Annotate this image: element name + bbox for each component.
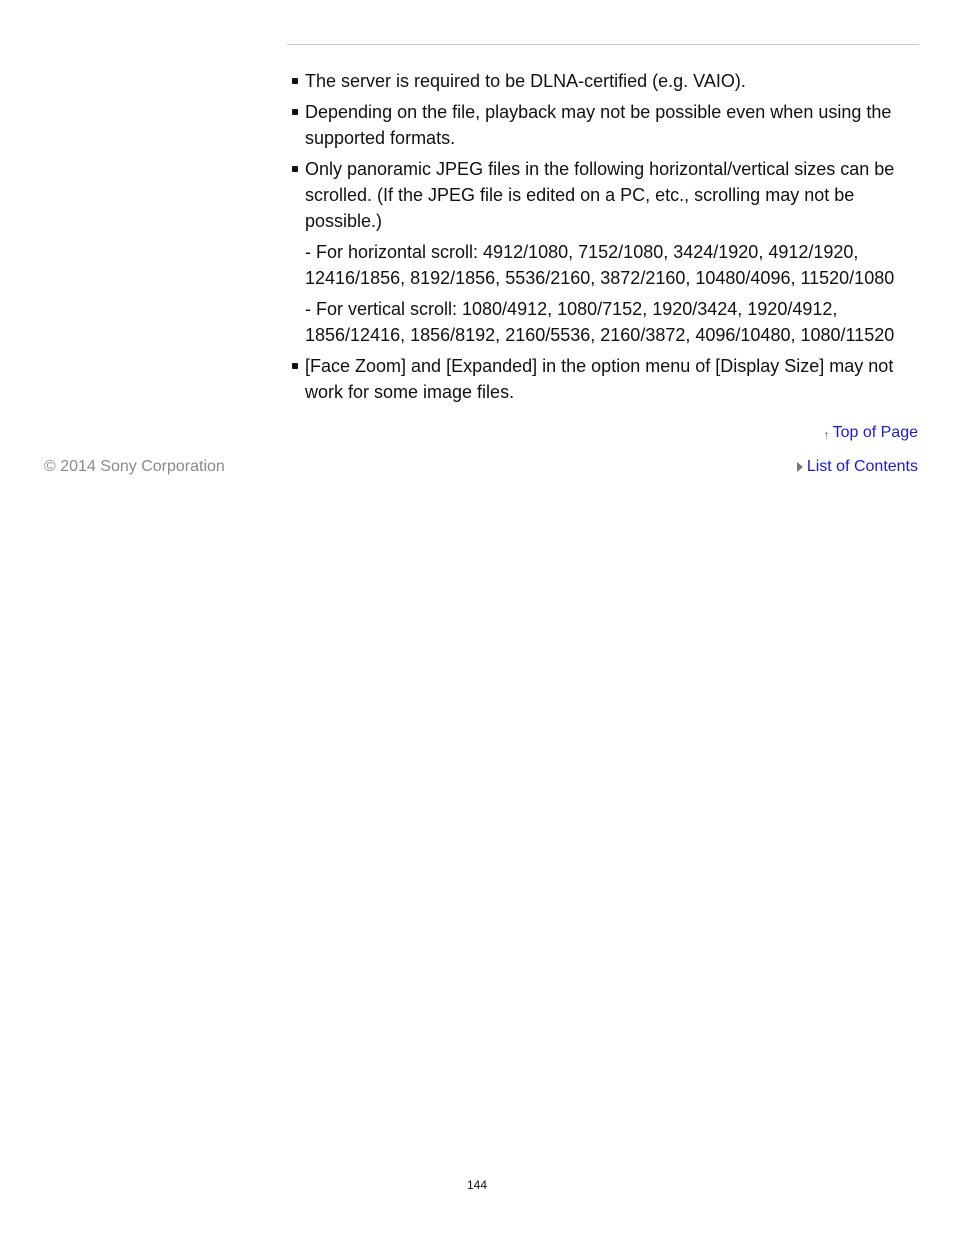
list-item — [291, 68, 919, 94]
top-of-page-link[interactable] — [823, 423, 918, 443]
note-text: [Face Zoom] and [Expanded] in the option menu of [Display Size] may not work for some image files. — [305, 356, 894, 402]
bullet-icon — [292, 166, 298, 172]
page-number: 144 — [466, 1178, 488, 1192]
list-of-contents-link[interactable] — [797, 457, 918, 477]
note-text: Only panoramic JPEG files in the following horizontal/vertical sizes can be scrolled. (If the JPEG file is edited on a PC, etc., scrolling may not be possible.) — [305, 159, 895, 231]
header-divider — [287, 44, 919, 45]
notes-list — [291, 68, 919, 410]
note-text: Depending on the file, playback may not be possible even when using the supported formats. — [305, 102, 892, 148]
vertical-sizes: - For vertical scroll: 1080/4912, 1080/7152, 1920/3424, 1920/4912, 1856/12416, 1856/8192, 2160/5536, 2160/3872, 4096/10480, 1080/11520 — [305, 299, 895, 345]
up-arrow-icon: ↑ — [823, 427, 830, 442]
note-text: The server is required to be DLNA-certified (e.g. VAIO). — [305, 71, 746, 91]
list-item — [291, 353, 919, 405]
horizontal-sizes: - For horizontal scroll: 4912/1080, 7152/1080, 3424/1920, 4912/1920, 12416/1856, 8192/1856, 5536/2160, 3872/2160, 10480/4096, 11520/1080 — [305, 242, 895, 288]
copyright: © 2014 Sony Corporation — [44, 458, 225, 475]
bullet-icon — [292, 363, 298, 369]
list-item — [291, 156, 919, 234]
right-triangle-icon — [797, 462, 803, 472]
top-of-page-label: Top of Page — [832, 424, 918, 441]
bullet-icon — [292, 109, 298, 115]
bullet-icon — [292, 78, 298, 84]
list-item — [291, 99, 919, 151]
list-of-contents-label: List of Contents — [806, 458, 918, 475]
